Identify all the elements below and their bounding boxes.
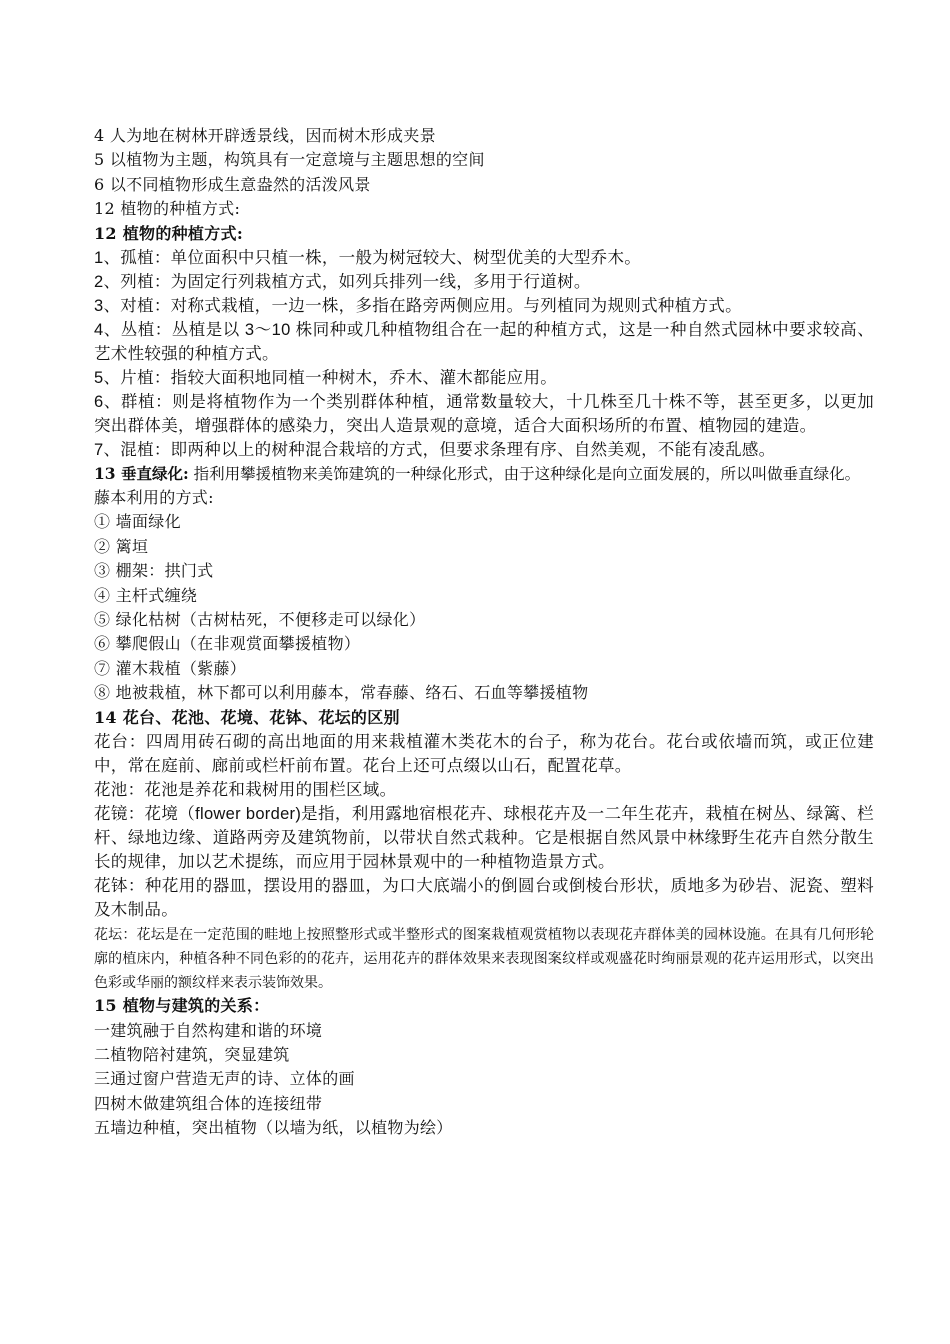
paragraph-text: 指利用攀援植物来美饰建筑的一种绿化形式，由于这种绿化是向立面发展的，所以叫做垂直绿化。 — [188, 465, 861, 484]
paragraph: 花镜：花境（flower border)是指，利用露地宿根花卉、球根花卉及一二年生花卉，栽植在树丛、绿篱、栏杆、绿地边缘、道路两旁及建筑物前，以带状自然式栽种。它是根据自然风景中林缘野生花卉自然分散生长的规律，加以艺术提练，而应用于园林景观中的一种植物造景方式。 — [94, 805, 874, 872]
paragraph: 花台：四周用砖石砌的高出地面的用来栽植灌木类花木的台子，称为花台。花台或依墙而筑，或正位建中，常在庭前、廊前或栏杆前布置。花台上还可点缀以山石，配置花草。 — [94, 733, 874, 776]
list-item: ⑦ 灌木栽植（紫藤） — [94, 658, 247, 678]
section-heading-plain: 12 植物的种植方式: — [94, 199, 241, 219]
list-item: ⑧ 地被栽植，林下都可以利用藤本，常春藤、络石、石血等攀援植物 — [94, 683, 589, 703]
list-item: 4、丛植：丛植是以 3～10 株同种或几种植物组合在一起的种植方式，这是一种自然式园林中要求较高、艺术性较强的种植方式。 — [94, 321, 874, 364]
paragraph-vertical-greening — [94, 462, 874, 486]
text-line: 5 以植物为主题，构筑具有一定意境与主题思想的空间 — [94, 150, 485, 170]
list-item: ② 篱垣 — [94, 536, 149, 556]
list-item: ① 墙面绿化 — [94, 512, 181, 532]
document-body — [94, 124, 874, 1141]
section-heading: 15 植物与建筑的关系： — [94, 996, 270, 1016]
list-item: 1、孤植：单位面积中只植一株，一般为树冠较大、树型优美的大型乔木。 — [94, 249, 642, 268]
section-heading: 12 植物的种植方式: — [94, 223, 244, 243]
list-item: 一建筑融于自然构建和谐的环境 — [94, 1020, 323, 1040]
list-item: ⑤ 绿化枯树（古树枯死，不便移走可以绿化） — [94, 610, 426, 630]
section-heading: 14 花台、花池、花境、花钵、花坛的区别 — [94, 707, 400, 727]
list-item: 二植物陪衬建筑，突显建筑 — [94, 1044, 290, 1064]
list-item: 四树木做建筑组合体的连接纽带 — [94, 1093, 323, 1113]
list-item: 2、列植：为固定行列栽植方式，如列兵排列一线，多用于行道树。 — [94, 273, 591, 292]
list-item: ④ 主杆式缠绕 — [94, 585, 198, 605]
list-item: 五墙边种植，突出植物（以墙为纸，以植物为绘） — [94, 1118, 453, 1138]
paragraph-small: 花坛：花坛是在一定范围的畦地上按照整形式或半整形式的图案栽植观赏植物以表现花卉群体美的园林设施。在具有几何形轮廓的植床内，种植各种不同色彩的的花卉，运用花卉的群体效果来表现图案纹样或观盛花时绚丽景观的花卉运用形式，以突出色彩或华丽的额纹样来表示装饰效果。 — [94, 926, 874, 991]
section-heading: 13 垂直绿化: — [94, 464, 189, 484]
paragraph: 花钵：种花用的器皿，摆设用的器皿，为口大底端小的倒圆台或倒棱台形状，质地多为砂岩、泥瓷、塑料及木制品。 — [94, 877, 874, 920]
list-item: 7、混植：即两种以上的树种混合栽培的方式，但要求条理有序、自然美观，不能有凌乱感。 — [94, 441, 776, 460]
list-item: 5、片植：指较大面积地同植一种树木，乔木、灌木都能应用。 — [94, 369, 558, 388]
paragraph: 花池：花池是养花和栽树用的围栏区域。 — [94, 781, 397, 800]
list-item: 6、群植：则是将植物作为一个类别群体种植，通常数量较大，十几株至几十株不等，甚至更多，以更加突出群体美，增强群体的感染力，突出人造景观的意境，适合大面积场所的布置、植物园的建造。 — [94, 393, 874, 436]
list-item: ⑥ 攀爬假山（在非观赏面攀援植物） — [94, 634, 361, 654]
list-item: ③ 棚架：拱门式 — [94, 561, 214, 581]
text-line: 藤本利用的方式: — [94, 488, 214, 508]
text-line: 4 人为地在树林开辟透景线，因而树木形成夹景 — [94, 126, 436, 145]
list-item: 3、对植：对称式栽植，一边一株，多指在路旁两侧应用。与列植同为规则式种植方式。 — [94, 297, 742, 316]
text-line: 6 以不同植物形成生意盎然的活泼风景 — [94, 174, 371, 194]
list-item: 三通过窗户营造无声的诗、立体的画 — [94, 1069, 355, 1089]
